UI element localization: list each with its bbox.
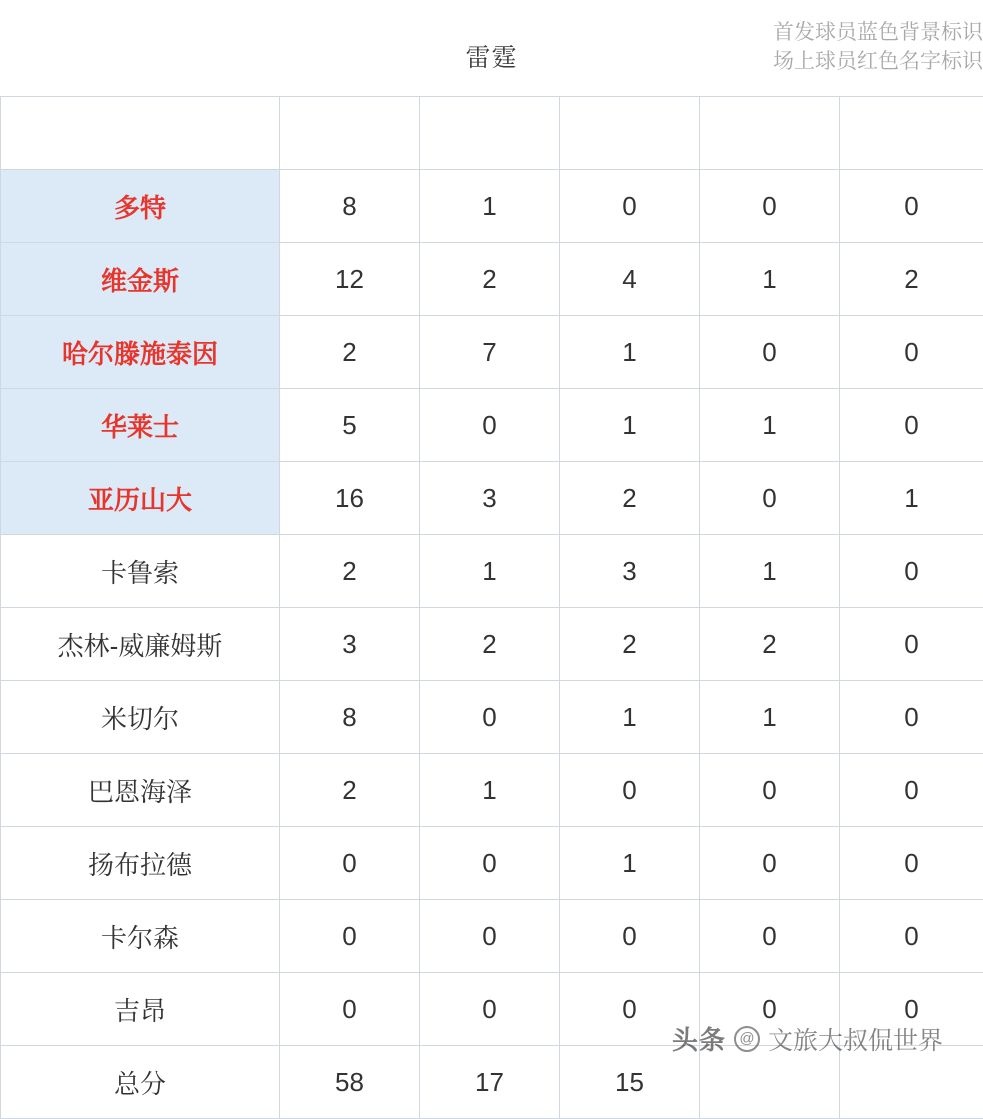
- stat-assists: 0: [560, 973, 700, 1046]
- stat-points: 0: [280, 900, 420, 973]
- stat-steals: 0: [700, 170, 840, 243]
- stat-blocks: 0: [840, 681, 983, 754]
- table-row: [1, 900, 983, 973]
- player-name: 杰林-威廉姆斯: [1, 608, 280, 681]
- total-blocks: [840, 1046, 983, 1119]
- stat-steals: 0: [700, 754, 840, 827]
- column-header-player[interactable]: 球员: [1, 97, 280, 170]
- column-header-steals[interactable]: 抢断: [700, 97, 840, 170]
- stat-steals: 0: [700, 973, 840, 1046]
- stat-blocks: 0: [840, 827, 983, 900]
- stat-points: 0: [280, 827, 420, 900]
- stat-rebounds: 7: [420, 316, 560, 389]
- table-total-row: [1, 1046, 983, 1119]
- stat-blocks: 0: [840, 170, 983, 243]
- stat-assists: 4: [560, 243, 700, 316]
- stat-assists: 1: [560, 316, 700, 389]
- player-name: 巴恩海泽: [1, 754, 280, 827]
- stat-points: 2: [280, 535, 420, 608]
- stat-rebounds: 3: [420, 462, 560, 535]
- stat-steals: 1: [700, 389, 840, 462]
- stat-blocks: 2: [840, 243, 983, 316]
- stat-points: 3: [280, 608, 420, 681]
- stat-rebounds: 1: [420, 170, 560, 243]
- stat-points: 12: [280, 243, 420, 316]
- stat-rebounds: 0: [420, 389, 560, 462]
- table-body: [1, 170, 983, 1119]
- stat-rebounds: 0: [420, 827, 560, 900]
- stat-assists: 1: [560, 681, 700, 754]
- page-title: 雷霆: [0, 38, 983, 74]
- total-rebounds: 17: [420, 1046, 560, 1119]
- stat-assists: 2: [560, 462, 700, 535]
- total-assists: 15: [560, 1046, 700, 1119]
- column-header-rebounds[interactable]: 篮板: [420, 97, 560, 170]
- stat-steals: 0: [700, 827, 840, 900]
- stat-steals: 1: [700, 681, 840, 754]
- stat-points: 2: [280, 316, 420, 389]
- stat-blocks: 0: [840, 316, 983, 389]
- player-name: 卡鲁索: [1, 535, 280, 608]
- player-name: 哈尔滕施泰因: [1, 316, 280, 389]
- stat-blocks: 0: [840, 973, 983, 1046]
- stat-steals: 2: [700, 608, 840, 681]
- stat-assists: 0: [560, 900, 700, 973]
- legend-line-starters: 首发球员蓝色背景标识: [773, 18, 983, 47]
- player-name: 华莱士: [1, 389, 280, 462]
- box-score-table: [0, 96, 983, 1119]
- header: [0, 0, 983, 96]
- player-name: 亚历山大: [1, 462, 280, 535]
- player-name: 吉昂: [1, 973, 280, 1046]
- table-row: [1, 827, 983, 900]
- player-name: 扬布拉德: [1, 827, 280, 900]
- table-row: [1, 389, 983, 462]
- stat-blocks: 0: [840, 608, 983, 681]
- table-row: [1, 316, 983, 389]
- watermark-logo: 头条: [672, 1020, 726, 1057]
- column-header-assists[interactable]: 助攻: [560, 97, 700, 170]
- stat-rebounds: 2: [420, 608, 560, 681]
- stat-assists: 0: [560, 170, 700, 243]
- stat-points: 16: [280, 462, 420, 535]
- stat-assists: 3: [560, 535, 700, 608]
- watermark-author: 文旅大叔侃世界: [768, 1021, 943, 1057]
- stat-points: 8: [280, 681, 420, 754]
- stat-rebounds: 0: [420, 973, 560, 1046]
- stat-assists: 1: [560, 389, 700, 462]
- total-label: 总分: [1, 1046, 280, 1119]
- table-row: [1, 681, 983, 754]
- stat-steals: 0: [700, 316, 840, 389]
- column-header-points[interactable]: 得分: [280, 97, 420, 170]
- stat-rebounds: 0: [420, 900, 560, 973]
- table-row: [1, 170, 983, 243]
- stat-rebounds: 1: [420, 754, 560, 827]
- table-row: [1, 608, 983, 681]
- stat-steals: 1: [700, 243, 840, 316]
- player-name: 米切尔: [1, 681, 280, 754]
- stat-blocks: 0: [840, 900, 983, 973]
- table-row: [1, 535, 983, 608]
- stat-points: 8: [280, 170, 420, 243]
- legend-line-oncourt: 场上球员红色名字标识: [773, 47, 983, 76]
- watermark-at-icon: @: [734, 1026, 760, 1052]
- stat-points: 0: [280, 973, 420, 1046]
- total-steals: [700, 1046, 840, 1119]
- table-row: [1, 243, 983, 316]
- stat-points: 2: [280, 754, 420, 827]
- stat-blocks: 0: [840, 535, 983, 608]
- stat-rebounds: 0: [420, 681, 560, 754]
- stat-steals: 1: [700, 535, 840, 608]
- stat-steals: 0: [700, 900, 840, 973]
- stat-points: 5: [280, 389, 420, 462]
- total-points: 58: [280, 1046, 420, 1119]
- player-name: 维金斯: [1, 243, 280, 316]
- legend: [773, 18, 983, 76]
- table-row: [1, 754, 983, 827]
- table-header-row: [1, 97, 983, 170]
- player-name: 多特: [1, 170, 280, 243]
- player-name: 卡尔森: [1, 900, 280, 973]
- stat-rebounds: 1: [420, 535, 560, 608]
- stat-assists: 0: [560, 754, 700, 827]
- stat-rebounds: 2: [420, 243, 560, 316]
- table-row: [1, 462, 983, 535]
- stat-assists: 2: [560, 608, 700, 681]
- stat-blocks: 0: [840, 389, 983, 462]
- stat-assists: 1: [560, 827, 700, 900]
- stat-blocks: 1: [840, 462, 983, 535]
- stat-steals: 0: [700, 462, 840, 535]
- column-header-blocks[interactable]: 盖帽: [840, 97, 983, 170]
- table-row: [1, 973, 983, 1046]
- stat-blocks: 0: [840, 754, 983, 827]
